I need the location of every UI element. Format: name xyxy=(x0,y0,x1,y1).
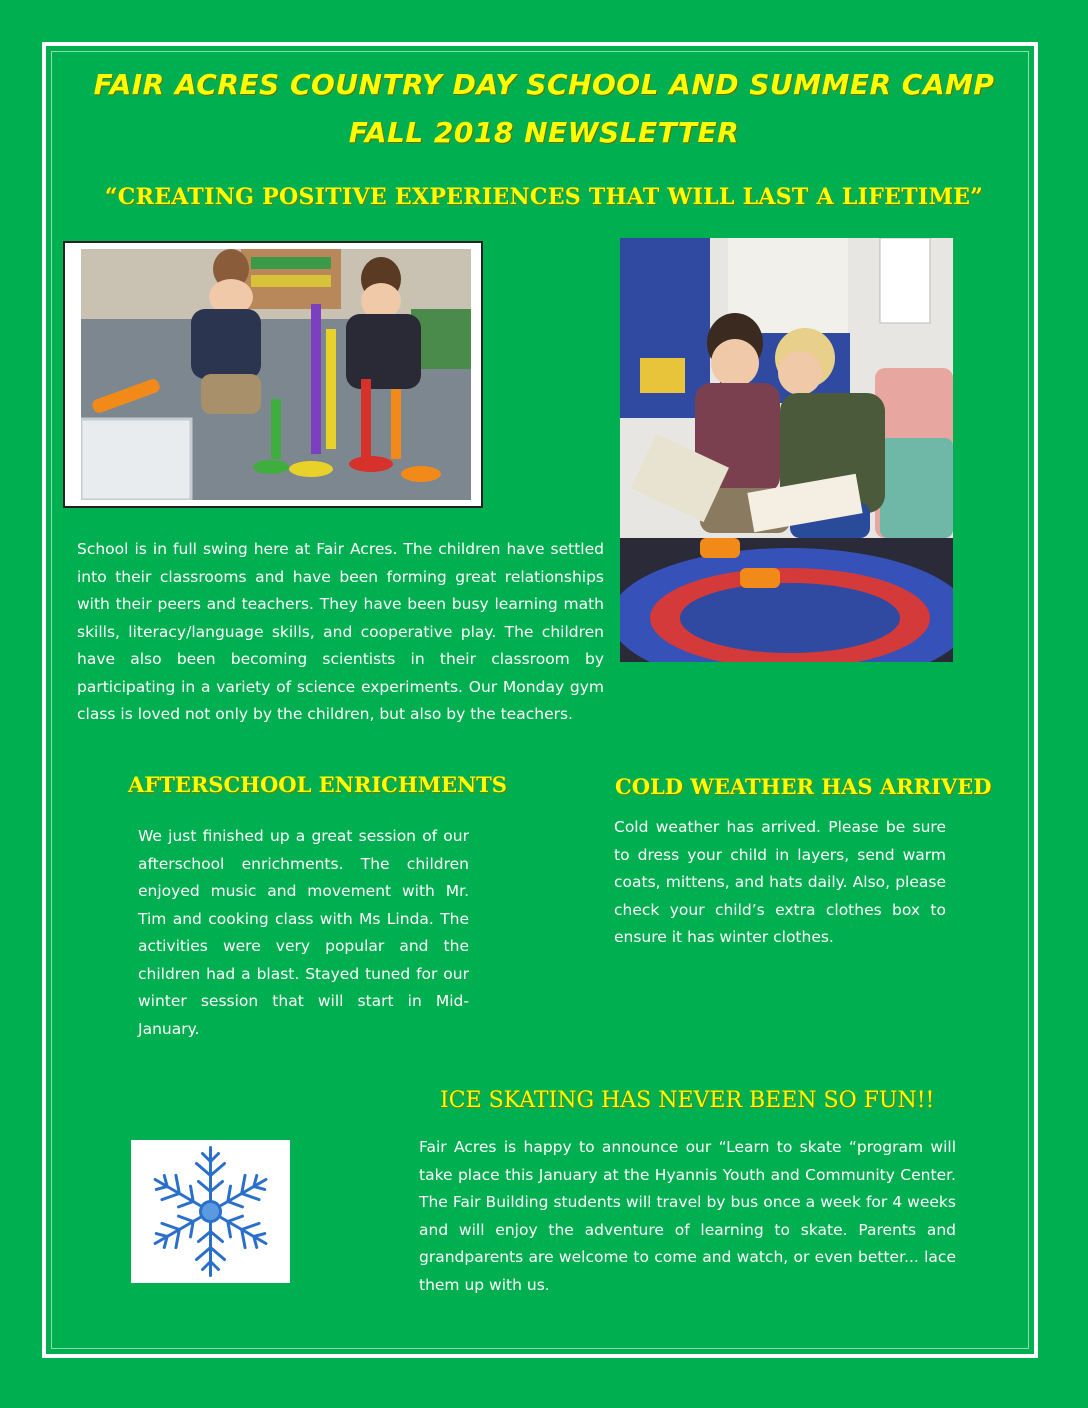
tagline: “CREATING POSITIVE EXPERIENCES THAT WILL LAST A LIFETIME” xyxy=(104,184,984,210)
cold-weather-paragraph: Cold weather has arrived. Please be sure to dress your child in layers, send warm coats, mittens, and hats daily. Also, please check your child’s extra clothes box to ensure it has winter clothes. xyxy=(614,818,946,946)
afterschool-heading: AFTERSCHOOL ENRICHMENTS xyxy=(128,772,507,797)
snowflake-icon xyxy=(131,1140,290,1283)
photo-children-reading xyxy=(620,238,953,662)
cold-weather-heading: COLD WEATHER HAS ARRIVED xyxy=(615,774,992,799)
ice-skating-paragraph: Fair Acres is happy to announce our “Learn to skate “program will take place this January at the Hyannis Youth and Community Center. The Fair Building students will travel by bus once a week for 4 weeks and will enjoy the adventure of learning to skate. Parents and grandparents are welcome to come and watch, or even better... lace them up with us. xyxy=(419,1138,956,1294)
photo-marble-run-frame xyxy=(63,241,483,508)
intro-paragraph: School is in full swing here at Fair Acres. The children have settled into their classrooms and have been forming great relationships with their peers and teachers. They have been busy learning math skills, literacy/language skills, and cooperative play. The children have also been becoming scientists in their classroom by participating in a variety of science experiments. Our Monday gym class is loved not only by the children, but also by the teachers. xyxy=(77,540,604,723)
newsletter-title: FAIR ACRES COUNTRY DAY SCHOOL AND SUMMER CAMP xyxy=(93,68,995,101)
ice-skating-heading: ICE SKATING HAS NEVER BEEN SO FUN!! xyxy=(440,1088,935,1113)
snowflake-image xyxy=(131,1140,290,1283)
newsletter-subtitle: FALL 2018 NEWSLETTER xyxy=(348,116,740,149)
afterschool-paragraph: We just finished up a great session of our afterschool enrichments. The children enjoyed music and movement with Mr. Tim and cooking class with Ms Linda. The activities were very popular and the children had a blast. Stayed tuned for our winter session that will start in Mid-January. xyxy=(138,827,469,1038)
photo-marble-run xyxy=(81,249,471,500)
